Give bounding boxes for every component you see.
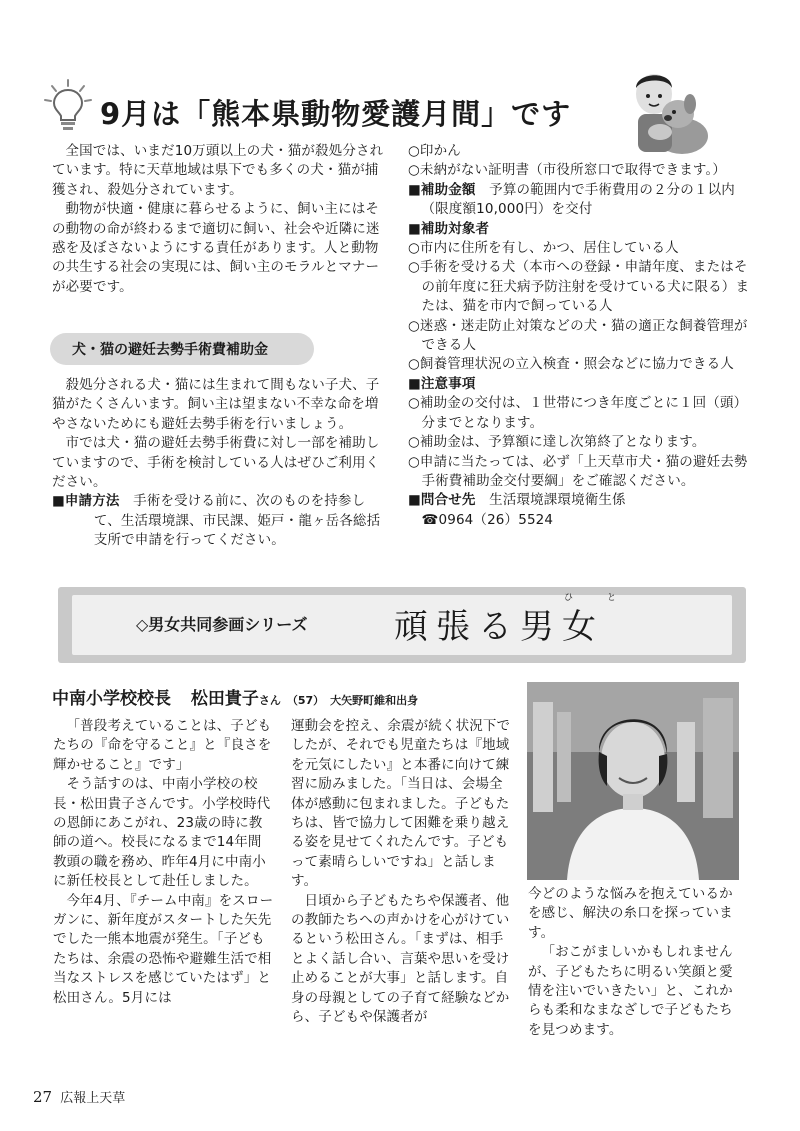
subsidy-heading: 犬・猫の避妊去勢手術費補助金 (50, 333, 314, 365)
intro-paragraph: 全国では、いまだ10万頭以上の犬・猫が殺処分されています。特に天草地域は県下でも多くの犬・猫が捕獲され、殺処分されています。 (52, 143, 384, 198)
contact-label: ■問合せ先 (408, 492, 476, 509)
article-paragraph: 日頃から子どもたちや保護者、他の教師たちへの声かけを心がけているという松田さん。「まずは、相手とよく話し合い、言葉や思いを受け止めることが大事」と話します。自身の母親としての子育て経験などから、子どもや保護者が (291, 892, 510, 1026)
note-item: ○申請に当たっては、必ず「上天草市犬・猫の避妊去勢手術費補助金交付要綱」をご確認ください。 (408, 453, 748, 489)
profile-position: 中南小学校校長 (52, 689, 171, 709)
series-label: ◇男女共同参画シリーズ (136, 615, 308, 634)
publication-name: 広報上天草 (60, 1091, 126, 1106)
target-item: ○飼養管理状況の立入検査・照会などに協力できる人 (408, 356, 734, 373)
series-banner-inner (72, 595, 732, 655)
application-method (52, 492, 386, 550)
subsidy-paragraph: 殺処分される犬・猫には生まれて間もない子犬、子猫がたくさんいます。飼い主は望まない不幸な命を増やさないためにも避妊去勢手術を行いましょう。 (52, 377, 380, 432)
amount-label: ■補助金額 (408, 181, 476, 198)
target-item: ○市内に住所を有し、かつ、居住している人 (408, 240, 679, 257)
subsidy-section (52, 376, 386, 551)
article-paragraph: 今どのような悩みを抱えているかを感じ、解決の糸口を探っています。 (528, 886, 733, 941)
subsidy-paragraph: 市では犬・猫の避妊去勢手術費に対し一部を補助していますので、手術を検討している人はぜひご利用ください。 (52, 435, 380, 491)
intro-section (52, 142, 386, 297)
profile-name: 松田貴子 (190, 689, 259, 709)
series-banner (58, 587, 746, 663)
amount-text: 予算の範囲内で手術費用の２分の１以内（限度額10,000円）を交付 (421, 181, 735, 218)
profile-origin: 大矢野町維和出身 (330, 694, 419, 707)
series-ruby: と (607, 593, 617, 603)
lightbulb-icon (40, 76, 96, 132)
page-title: 9月は「熊本県動物愛護月間」です (100, 97, 572, 131)
intro-paragraph: 動物が快適・健康に暮らせるように、飼い主にはその動物の命が終わるまで適切に飼い、社会や近隣に迷惑を及ぼさないようにする責任があります。人と動物の共生する社会の実現には、飼い主のモラルとマナーが必要です。 (52, 201, 380, 295)
contact-row (408, 491, 752, 510)
required-item: ○未納がない証明書（市役所窓口で取得できます。） (408, 162, 727, 179)
contact-text: 生活環境課環境衛生係 (489, 492, 626, 509)
article-paragraph: そう話すのは、中南小学校の校長・松田貴子さんです。小学校時代の恩師にあこがれ、23歳の時に教師の道へ。校長になるまで14年間教頭の職を務め、昨年4月に中南小に新任校長として赴任しました。 (53, 776, 271, 890)
target-label: ■補助対象者 (408, 220, 490, 237)
target-item: ○手術を受ける犬（本市への登録・申請年度、またはその前年度に狂犬病予防注射を受けている犬に限る）または、猫を市内で飼っている人 (408, 259, 750, 315)
article-paragraph: 「おこがましいかもしれませんが、子どもたちに明るい笑顔と愛情を注いでいきたい」と、これからも柔和なまなざしで子どもたちを見つめます。 (528, 944, 733, 1038)
note-item: ○補助金の交付は、１世帯につき年度ごとに１回（頭）分までとなります。 (408, 395, 748, 431)
notes-label: ■注意事項 (408, 375, 476, 392)
profile-honorific: さん (258, 694, 281, 707)
article-paragraph: 「普段考えていることは、子どもたちの『命を守ること』と『良さを輝かせること』です」 (53, 718, 272, 773)
article-column-2 (291, 717, 513, 1028)
page-footer (33, 1087, 125, 1106)
series-title: 頑張る男女 (394, 607, 604, 647)
article-column-1 (53, 717, 275, 1008)
note-item: ○補助金は、予算額に達し次第終了となります。 (408, 434, 706, 451)
subsidy-details (408, 142, 752, 530)
article-paragraph: 運動会を控え、余震が続く状況下でしたが、それでも児童たちは『地域を元気にしたい』と本番に向けて練習に励みました。「当日は、会場全体が感動に包まれました。子どもたちは、皆で協力して困難を乗り越える姿を見せてくれたんです。子どもって素晴らしいですね」と話します。 (291, 718, 511, 890)
profile-heading (52, 684, 418, 709)
page-number: 27 (33, 1088, 53, 1106)
required-item: ○印かん (408, 143, 461, 159)
application-label: ■申請方法 (52, 493, 120, 510)
series-ruby: ひ (564, 593, 574, 603)
amount-row (408, 181, 752, 220)
article-column-3 (528, 885, 744, 1040)
portrait-photo (527, 682, 739, 880)
article-paragraph: 今年4月、『チーム中南』をスローガンに、新年度がスタートした矢先でした一熊本地震が発生。「子どもたちは、余震の恐怖や避難生活で相当なストレスを感じていたはず」と松田さん。5月には (53, 892, 274, 1006)
profile-age: （57） (286, 694, 325, 707)
application-text: 手術を受ける前に、次のものを持参して、生活環境課、市民課、姫戸・龍ヶ岳各総括支所で申請を行ってください。 (93, 493, 381, 549)
target-item: ○迷惑・迷走防止対策などの犬・猫の適正な飼養管理ができる人 (408, 317, 748, 354)
contact-phone: ☎0964（26）5524 (421, 511, 554, 528)
